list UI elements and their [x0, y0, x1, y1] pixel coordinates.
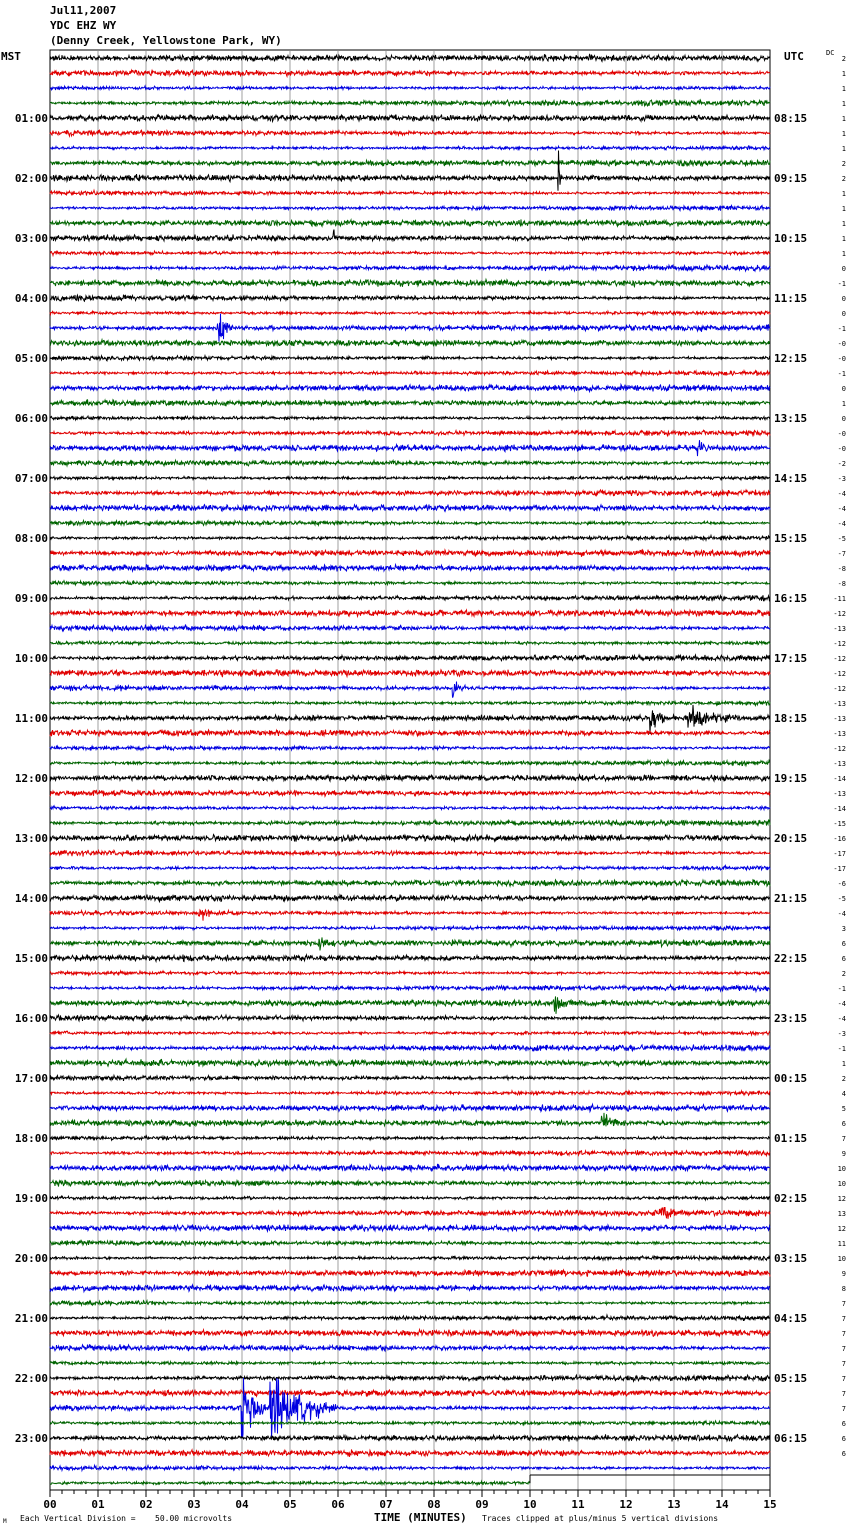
trace-row: [50, 1361, 770, 1365]
left-hour-label: 22:00: [14, 1372, 48, 1385]
trace-row: [50, 1224, 770, 1231]
right-hour-label: 03:15: [774, 1252, 808, 1265]
dc-offset-label: 1: [841, 130, 846, 138]
dc-offset-label: -13: [833, 730, 846, 738]
dc-offset-label: 5: [841, 1105, 846, 1113]
left-hour-label: 12:00: [14, 772, 48, 785]
right-hour-label: 21:15: [774, 892, 808, 905]
dc-offset-label: -15: [833, 820, 846, 828]
dc-offset-label: 0: [841, 295, 846, 303]
trace-row: [50, 86, 770, 90]
dc-offset-label: -5: [837, 535, 846, 543]
left-hour-label: 13:00: [14, 832, 48, 845]
dc-offset-label: 0: [841, 415, 846, 423]
dc-offset-label: 1: [841, 145, 846, 153]
trace-row: [50, 1180, 770, 1187]
dc-offset-label: 2: [841, 1075, 846, 1083]
right-hour-label: 13:15: [774, 412, 808, 425]
dc-offset-label: 7: [841, 1330, 846, 1338]
right-hour-label: 12:15: [774, 352, 808, 365]
dc-offset-label: 10: [837, 1180, 846, 1188]
trace-row: [50, 190, 770, 195]
dc-offset-label: -1: [837, 280, 846, 288]
dc-offset-label: 6: [841, 1435, 846, 1443]
dc-offset-label: -0: [837, 430, 846, 438]
trace-row: [50, 1207, 770, 1218]
trace-row: [50, 219, 770, 226]
dc-offset-label: 1: [841, 205, 846, 213]
dc-offset-label: -4: [837, 520, 846, 528]
right-hour-label: 05:15: [774, 1372, 808, 1385]
dc-offset-label: 1: [841, 100, 846, 108]
trace-row: [50, 806, 770, 810]
dc-offset-label: -13: [833, 700, 846, 708]
trace-row: [50, 729, 770, 736]
dc-offset-label: 6: [841, 940, 846, 948]
x-tick-label: 01: [91, 1498, 105, 1511]
left-hour-label: 14:00: [14, 892, 48, 905]
dc-offset-label: -3: [837, 475, 846, 483]
dc-offset-label: 1: [841, 1060, 846, 1068]
trace-row: [50, 866, 770, 870]
dc-offset-label: -13: [833, 760, 846, 768]
dc-offset-label: -13: [833, 625, 846, 633]
trace-row: [50, 880, 770, 887]
trace-row: [50, 655, 770, 661]
trace-row: [50, 1285, 770, 1292]
trace-row: [50, 460, 770, 466]
dc-offset-label: -12: [833, 610, 846, 618]
x-tick-label: 15: [763, 1498, 777, 1511]
dc-offset-label: -2: [837, 460, 846, 468]
x-tick-label: 09: [475, 1498, 489, 1511]
dc-offset-label: 1: [841, 400, 846, 408]
dc-offset-label: -13: [833, 715, 846, 723]
trace-row: [50, 1389, 770, 1396]
dc-offset-label: 7: [841, 1135, 846, 1143]
trace-row: [50, 99, 770, 106]
x-tick-label: 06: [331, 1498, 345, 1511]
trace-row: [50, 1196, 770, 1200]
trace-row: [50, 926, 770, 931]
trace-row: [50, 1465, 770, 1470]
dc-offset-label: 1: [841, 220, 846, 228]
dc-offset-label: -13: [833, 790, 846, 798]
left-hour-label: 02:00: [14, 172, 48, 185]
x-tick-label: 08: [427, 1498, 441, 1511]
trace-row: [50, 775, 770, 782]
trace-row: [50, 1315, 770, 1321]
x-tick-label: 11: [571, 1498, 585, 1511]
dc-offset-label: 7: [841, 1300, 846, 1308]
trace-row: [50, 971, 770, 975]
trace-row: [50, 996, 770, 1013]
timezone-right-label: UTC: [784, 50, 804, 63]
dc-offset-label: -8: [837, 580, 846, 588]
dc-offset-label: -4: [837, 490, 846, 498]
dc-offset-label: 7: [841, 1345, 846, 1353]
trace-row: [50, 746, 770, 751]
trace-row: [50, 1378, 770, 1438]
dc-offset-label: 9: [841, 1150, 846, 1158]
trace-row: [50, 279, 770, 286]
x-tick-label: 00: [43, 1498, 57, 1511]
chart-subtitle: (Denny Creek, Yellowstone Park, WY): [50, 34, 282, 47]
dc-offset-label: 12: [837, 1225, 846, 1233]
dc-offset-label: -1: [837, 1045, 846, 1053]
x-tick-label: 10: [523, 1498, 537, 1511]
dc-offset-label: 0: [841, 265, 846, 273]
trace-row: [50, 1329, 770, 1336]
trace-row: [50, 1015, 770, 1021]
dc-offset-label: 1: [841, 190, 846, 198]
dc-offset-label: -0: [837, 445, 846, 453]
x-tick-label: 02: [139, 1498, 153, 1511]
trace-row: [50, 1059, 770, 1066]
trace-row: [50, 1256, 770, 1260]
right-hour-label: 09:15: [774, 172, 808, 185]
trace-row: [50, 384, 770, 391]
right-hour-label: 14:15: [774, 472, 808, 485]
dc-offset-label: -8: [837, 565, 846, 573]
dc-offset-label: 1: [841, 70, 846, 78]
dc-offset-label: -12: [833, 745, 846, 753]
left-hour-label: 08:00: [14, 532, 48, 545]
dc-offset-label: -12: [833, 685, 846, 693]
left-hour-label: 10:00: [14, 652, 48, 665]
right-hour-label: 15:15: [774, 532, 808, 545]
dc-offset-label: -4: [837, 505, 846, 513]
dc-offset-label: 11: [837, 1240, 846, 1248]
trace-row: [50, 564, 770, 571]
trace-row: [50, 1164, 770, 1171]
trace-row: [50, 146, 770, 150]
left-hour-label: 07:00: [14, 472, 48, 485]
x-tick-label: 13: [667, 1498, 681, 1511]
clip-note: Traces clipped at plus/minus 5 vertical divisions: [482, 1514, 719, 1523]
dc-offset-label: 6: [841, 1450, 846, 1458]
trace-row: [50, 476, 770, 480]
right-hour-label: 23:15: [774, 1012, 808, 1025]
dc-offset-label: 7: [841, 1375, 846, 1383]
trace-row: [50, 1449, 770, 1456]
x-tick-label: 14: [715, 1498, 729, 1511]
trace-row: [50, 1075, 770, 1080]
trace-row: [50, 490, 770, 497]
trace-row: [50, 536, 770, 541]
left-hour-label: 09:00: [14, 592, 48, 605]
trace-row: [50, 1136, 770, 1140]
right-hour-label: 17:15: [774, 652, 808, 665]
trace-row: [50, 230, 770, 242]
trace-row: [50, 641, 770, 645]
left-hour-label: 03:00: [14, 232, 48, 245]
trace-row: [50, 356, 770, 361]
trace-row: [50, 265, 770, 271]
x-tick-label: 04: [235, 1498, 249, 1511]
dc-offset-label: 1: [841, 235, 846, 243]
dc-offset-label: -3: [837, 1030, 846, 1038]
dc-offset-label: 8: [841, 1285, 846, 1293]
trace-row: [50, 70, 770, 77]
trace-row: [50, 54, 770, 61]
dc-offset-label: 9: [841, 1270, 846, 1278]
dc-offset-label: -4: [837, 1000, 846, 1008]
left-hour-label: 06:00: [14, 412, 48, 425]
left-hour-label: 11:00: [14, 712, 48, 725]
trace-row: [50, 581, 770, 586]
scale-label: Each Vertical Division =: [20, 1514, 136, 1523]
dc-offset-label: 12: [837, 1195, 846, 1203]
dc-offset-label: -5: [837, 895, 846, 903]
dc-offset-label: -4: [837, 910, 846, 918]
left-hour-label: 17:00: [14, 1072, 48, 1085]
dc-offset-label: 10: [837, 1165, 846, 1173]
trace-row: [50, 550, 770, 557]
dc-offset-label: 7: [841, 1360, 846, 1368]
trace-row: [50, 834, 770, 841]
trace-row: [50, 985, 770, 991]
dc-offset-label: 1: [841, 115, 846, 123]
trace-row: [50, 701, 770, 706]
trace-row: [50, 937, 770, 950]
trace-row: [50, 1300, 770, 1305]
dc-offset-label: 1: [841, 250, 846, 258]
trace-row: [50, 295, 770, 302]
trace-row: [50, 205, 770, 210]
trace-row: [50, 505, 770, 512]
right-hour-label: 06:15: [774, 1432, 808, 1445]
dc-offset-label: 6: [841, 1420, 846, 1428]
dc-offset-label: 7: [841, 1315, 846, 1323]
timezone-left-label: MST: [1, 50, 21, 63]
trace-row: [50, 1104, 770, 1111]
trace-row: [50, 910, 770, 921]
dc-offset-label: 7: [841, 1390, 846, 1398]
dc-offset-label: -0: [837, 355, 846, 363]
trace-row: [50, 1113, 770, 1127]
trace-row: [50, 151, 770, 191]
trace-row: [50, 314, 770, 342]
left-hour-label: 23:00: [14, 1432, 48, 1445]
dc-offset-label: -7: [837, 550, 846, 558]
dc-offset-label: -12: [833, 640, 846, 648]
trace-row: [50, 1421, 770, 1425]
trace-row: [50, 1434, 770, 1441]
left-hour-label: 15:00: [14, 952, 48, 965]
left-hour-label: 16:00: [14, 1012, 48, 1025]
trace-row: [50, 340, 770, 347]
right-hour-label: 00:15: [774, 1072, 808, 1085]
trace-row: [50, 850, 770, 856]
dc-offset-label: -17: [833, 850, 846, 858]
right-hour-label: 16:15: [774, 592, 808, 605]
dc-offset-label: -16: [833, 835, 846, 843]
trace-row: [50, 819, 770, 826]
scale-value: 50.00 microvolts: [155, 1514, 233, 1523]
dc-offset-label: 0: [841, 385, 846, 393]
trace-row: [50, 1344, 770, 1351]
dc-offset-label: -0: [837, 340, 846, 348]
dc-offset-label: 4: [841, 1090, 846, 1098]
trace-row: [50, 251, 770, 255]
right-hour-label: 11:15: [774, 292, 808, 305]
dc-offset-label: -4: [837, 1015, 846, 1023]
dc-offset-label: -6: [837, 880, 846, 888]
dc-offset-label: -1: [837, 370, 846, 378]
trace-row: [50, 1269, 770, 1276]
chart-title: YDC EHZ WY: [50, 19, 117, 32]
trace-row: [50, 790, 770, 797]
trace-row: [50, 430, 770, 436]
dc-offset-label: 1: [841, 85, 846, 93]
left-hour-label: 19:00: [14, 1192, 48, 1205]
trace-row: [50, 595, 770, 601]
trace-row: [50, 1045, 770, 1052]
right-hour-label: 04:15: [774, 1312, 808, 1325]
right-hour-label: 02:15: [774, 1192, 808, 1205]
right-hour-label: 18:15: [774, 712, 808, 725]
dc-offset-label: 7: [841, 1405, 846, 1413]
dc-offset-label: 2: [841, 160, 846, 168]
dc-offset-label: 2: [841, 175, 846, 183]
dc-offset-label: 10: [837, 1255, 846, 1263]
trace-row: [50, 954, 770, 961]
dc-offset-header: DC: [826, 49, 835, 57]
left-hour-label: 05:00: [14, 352, 48, 365]
left-hour-label: 01:00: [14, 112, 48, 125]
trace-row: [50, 371, 770, 376]
trace-row: [50, 610, 770, 617]
left-hour-label: 21:00: [14, 1312, 48, 1325]
right-hour-label: 22:15: [774, 952, 808, 965]
dc-offset-label: 3: [841, 925, 846, 933]
x-tick-label: 12: [619, 1498, 633, 1511]
x-axis-title: TIME (MINUTES): [374, 1511, 467, 1524]
dc-offset-label: 6: [841, 1120, 846, 1128]
dc-offset-label: -1: [837, 325, 846, 333]
trace-row: [50, 521, 770, 526]
left-hour-label: 04:00: [14, 292, 48, 305]
trace-group: [50, 54, 770, 1485]
trace-row: [50, 625, 770, 632]
right-hour-label: 10:15: [774, 232, 808, 245]
right-hour-label: 08:15: [774, 112, 808, 125]
trace-row: [50, 895, 770, 902]
trace-row: [50, 130, 770, 136]
dc-offset-label: -14: [833, 805, 846, 813]
dc-offset-label: 6: [841, 955, 846, 963]
trace-row: [50, 160, 770, 166]
trace-row: [50, 440, 770, 456]
left-hour-label: 20:00: [14, 1252, 48, 1265]
dc-offset-label: 2: [841, 55, 846, 63]
x-tick-label: 03: [187, 1498, 201, 1511]
trace-row: [50, 399, 770, 406]
trace-row: [50, 416, 770, 421]
dc-offset-label: -14: [833, 775, 846, 783]
right-hour-label: 19:15: [774, 772, 808, 785]
dc-offset-label: 2: [841, 970, 846, 978]
trace-row: [50, 311, 770, 315]
x-tick-label: 07: [379, 1498, 393, 1511]
dc-offset-label: -12: [833, 655, 846, 663]
dc-offset-label: -17: [833, 865, 846, 873]
trace-row: [50, 760, 770, 766]
right-hour-label: 01:15: [774, 1132, 808, 1145]
x-tick-label: 05: [283, 1498, 297, 1511]
trace-row: [50, 1031, 770, 1035]
trace-row: [50, 705, 770, 734]
right-hour-label: 20:15: [774, 832, 808, 845]
trace-row: [50, 115, 770, 122]
left-hour-label: 18:00: [14, 1132, 48, 1145]
trace-row: [50, 1090, 770, 1095]
trace-row: [50, 1240, 770, 1246]
axis-labels: [15, 55, 846, 1511]
dc-offset-label: 0: [841, 310, 846, 318]
trace-row: [50, 669, 770, 676]
chart-date: Jul11,2007: [50, 4, 117, 17]
trace-row: [50, 1375, 770, 1381]
dc-offset-label: -11: [833, 595, 846, 603]
footer-mark: M: [3, 1518, 7, 1525]
dc-offset-label: -1: [837, 985, 846, 993]
trace-row: [50, 682, 770, 698]
dc-offset-label: -12: [833, 670, 846, 678]
dc-offset-label: 13: [837, 1210, 846, 1218]
trace-row: [50, 1150, 770, 1156]
